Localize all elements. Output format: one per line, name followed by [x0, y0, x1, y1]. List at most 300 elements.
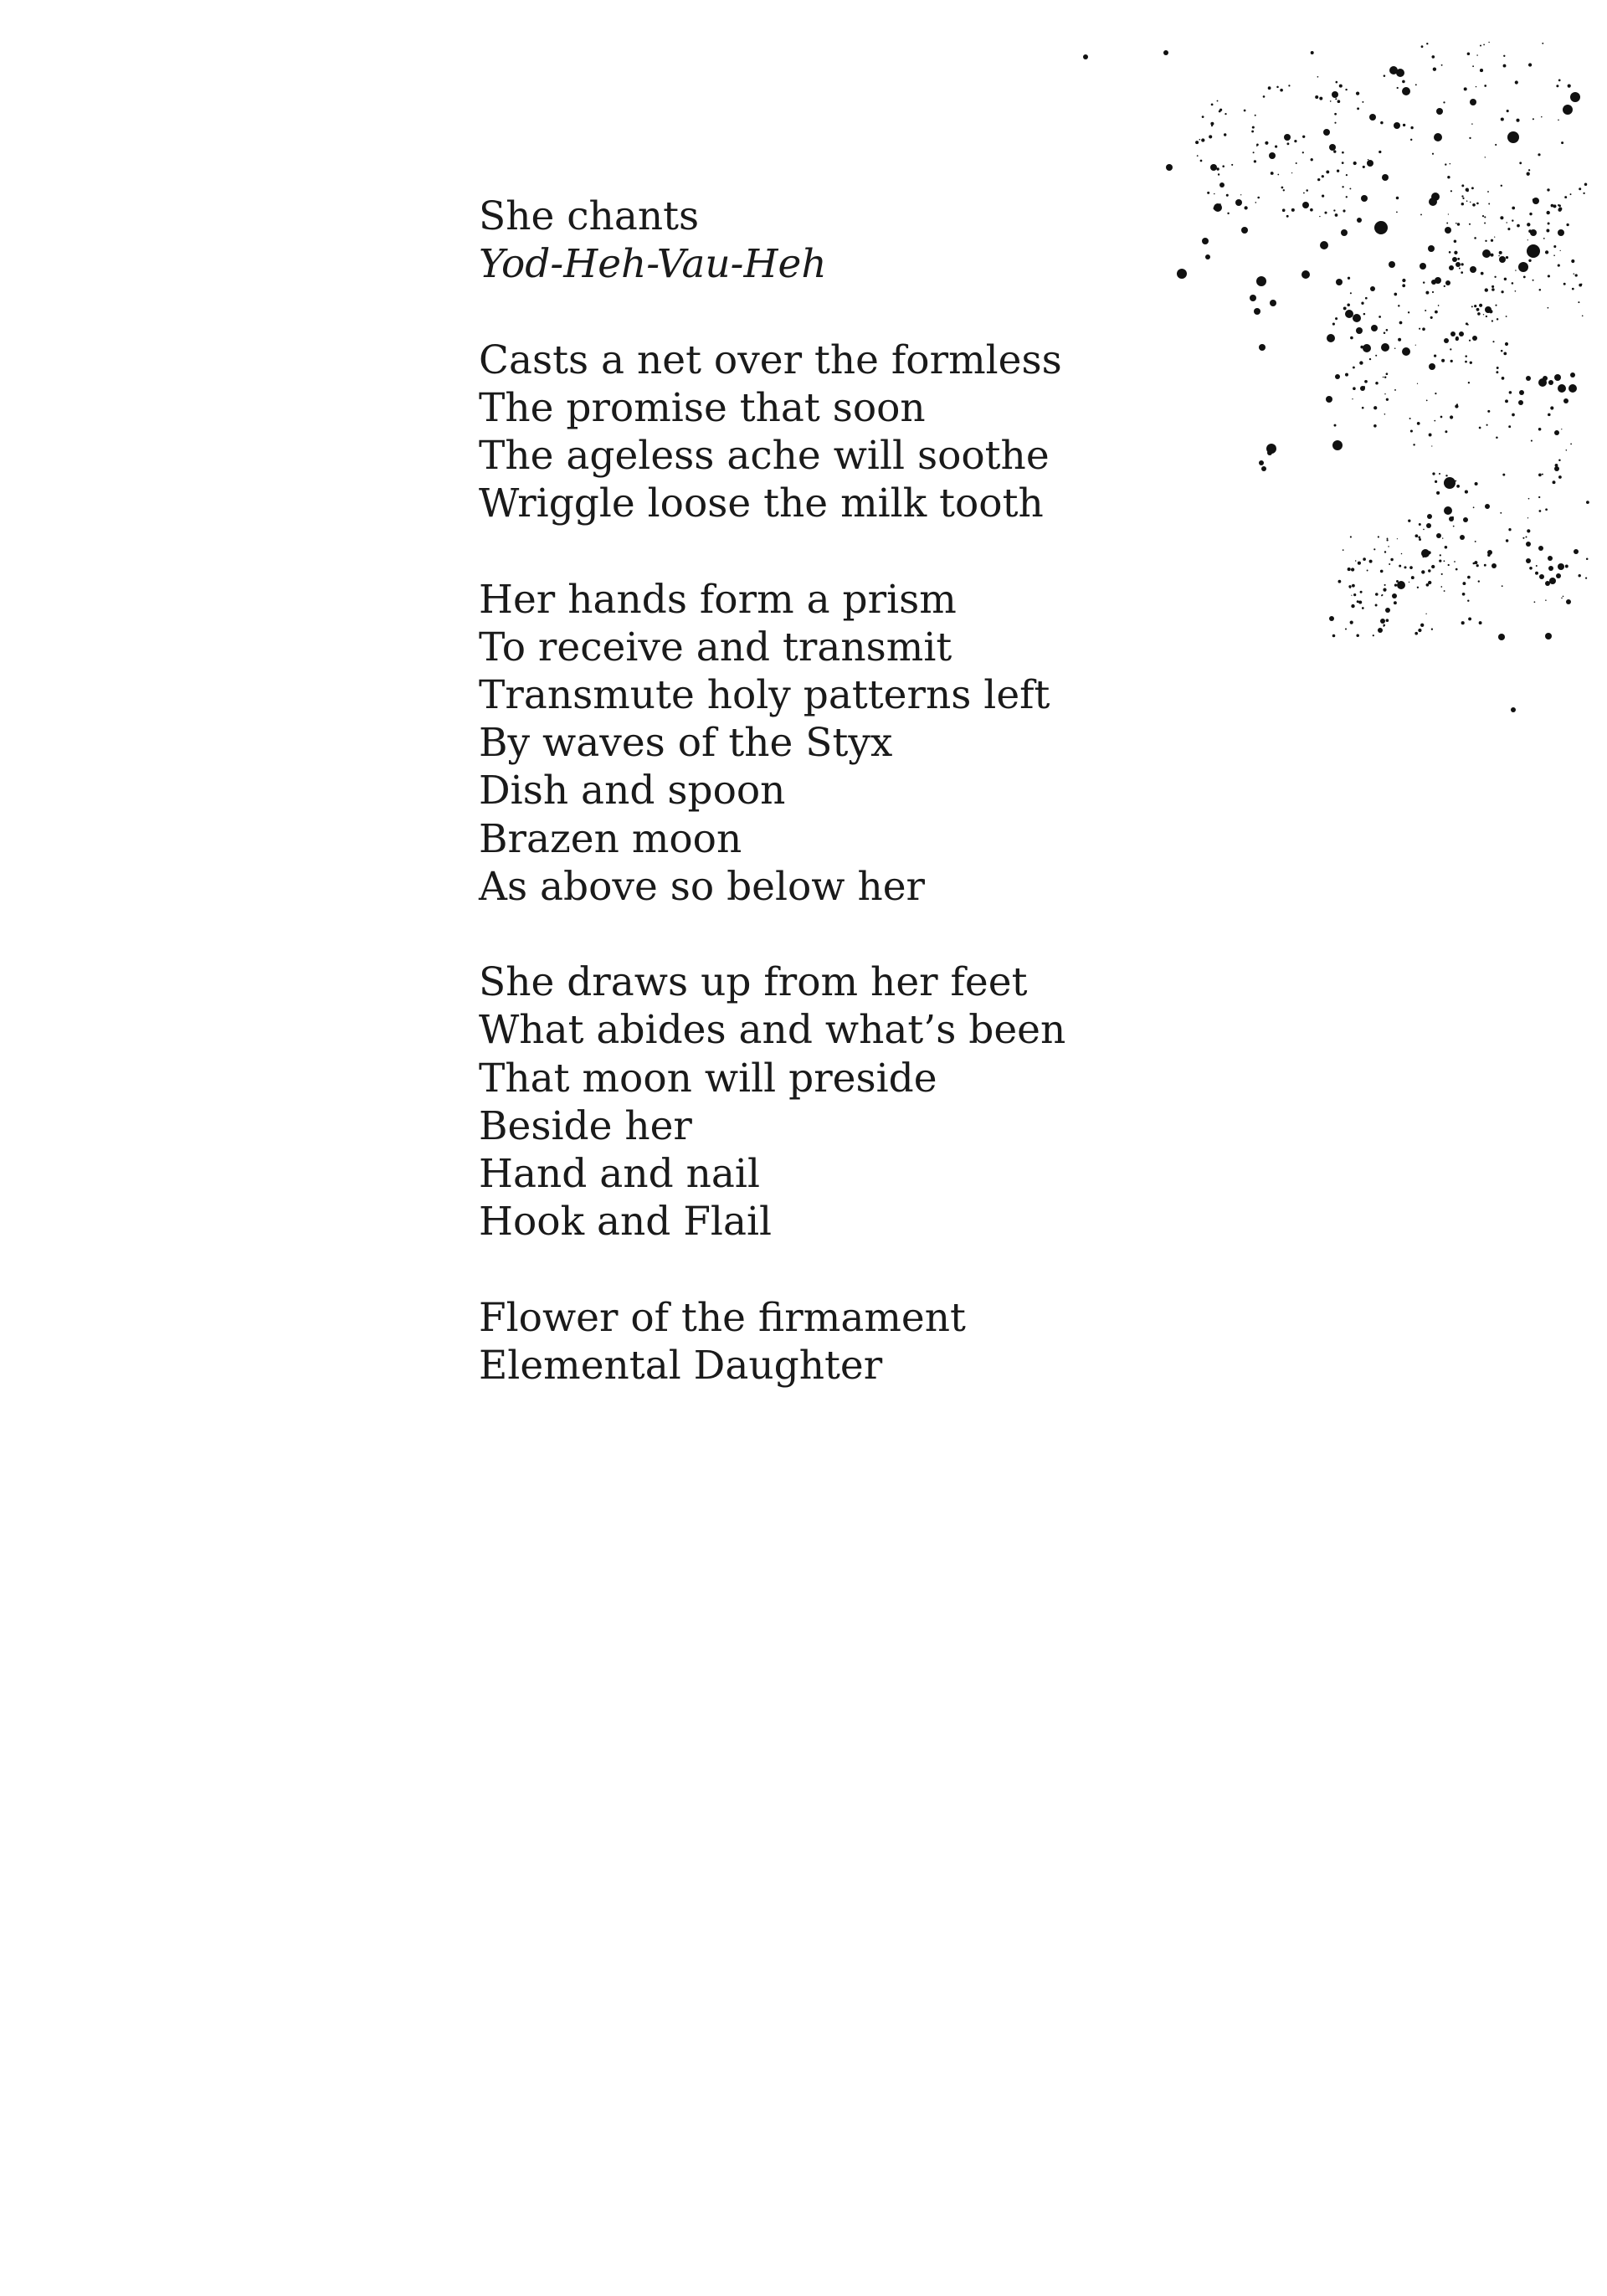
star-dot — [1556, 85, 1558, 87]
star-dot — [1351, 595, 1352, 596]
star-dot — [1254, 308, 1260, 315]
star-dot — [1558, 80, 1561, 82]
star-dot — [1533, 198, 1536, 202]
star-dot — [1402, 279, 1405, 282]
star-dot — [1201, 138, 1204, 141]
star-dot — [1439, 473, 1440, 475]
poem-line: What abides and what’s been — [479, 1007, 1066, 1054]
poem-line: She draws up from her feet — [479, 959, 1028, 1006]
star-dot — [1384, 413, 1386, 415]
star-dot — [1422, 327, 1425, 331]
star-dot — [1370, 286, 1375, 291]
star-dot — [1545, 581, 1550, 586]
star-dot — [1470, 99, 1476, 105]
star-dot — [1271, 172, 1274, 175]
star-dot — [1408, 311, 1409, 313]
star-dot — [1386, 329, 1389, 331]
star-dot — [1415, 84, 1417, 85]
star-dot — [1506, 222, 1507, 223]
star-dot — [1255, 202, 1256, 203]
star-dot — [1211, 125, 1213, 126]
star-dot — [1500, 512, 1502, 514]
star-dot — [1389, 563, 1390, 565]
star-dot — [1444, 338, 1449, 343]
star-dot — [1419, 538, 1421, 541]
star-dot — [1586, 501, 1589, 504]
star-dot — [1462, 198, 1464, 199]
star-dot — [1421, 570, 1425, 573]
star-dot — [1350, 336, 1353, 340]
star-dot — [1434, 420, 1435, 422]
star-dot — [1578, 301, 1579, 303]
star-dot — [1392, 593, 1397, 598]
star-dot — [1319, 216, 1320, 217]
star-dot — [1276, 86, 1279, 89]
star-dot — [1459, 268, 1461, 270]
star-dot — [1438, 305, 1440, 306]
star-dot — [1499, 256, 1506, 263]
star-dot — [1440, 554, 1441, 556]
star-dot — [1503, 64, 1507, 68]
star-dot — [1494, 236, 1495, 237]
poem-line: Brazen moon — [479, 815, 742, 862]
star-dot — [1291, 172, 1292, 173]
star-dot — [1394, 601, 1397, 604]
stanza — [479, 193, 1165, 288]
star-dot — [1373, 424, 1377, 428]
star-dot — [1329, 144, 1336, 151]
star-dot — [1348, 568, 1351, 571]
star-dot — [1547, 188, 1549, 191]
star-dot — [1352, 398, 1353, 399]
star-dot — [1378, 536, 1379, 537]
star-dot — [1545, 633, 1552, 639]
star-dot — [1363, 166, 1365, 168]
star-dot — [1353, 162, 1357, 165]
star-dot — [1333, 209, 1335, 211]
star-dot — [1343, 549, 1344, 551]
star-dot — [1394, 583, 1397, 586]
star-dot — [1461, 621, 1465, 624]
star-dot — [1429, 363, 1435, 370]
star-dot — [1382, 174, 1389, 181]
star-dot — [1437, 198, 1439, 199]
star-dot — [1353, 387, 1356, 390]
star-dot — [1444, 560, 1445, 562]
star-dot — [1386, 398, 1389, 401]
star-dot — [1461, 203, 1464, 205]
star-dot — [1512, 282, 1514, 285]
star-dot — [1265, 141, 1268, 145]
star-dot — [1286, 142, 1289, 145]
stanza — [479, 958, 1165, 1246]
star-dot — [1219, 203, 1221, 205]
star-dot — [1545, 599, 1547, 601]
star-dot — [1359, 361, 1363, 364]
star-dot — [1244, 206, 1247, 209]
star-dot — [1473, 506, 1475, 508]
star-dot — [1482, 215, 1484, 217]
star-dot — [1558, 384, 1566, 393]
star-dot — [1348, 277, 1350, 280]
star-dot — [1448, 564, 1450, 566]
star-dot — [1444, 506, 1452, 515]
star-dot — [1450, 163, 1451, 165]
star-dot — [1512, 207, 1515, 210]
star-dot — [1563, 596, 1564, 598]
star-dot — [1250, 295, 1256, 301]
star-dot — [1362, 607, 1364, 609]
star-dot — [1282, 208, 1286, 212]
star-dot — [1504, 278, 1507, 280]
star-dot — [1586, 558, 1589, 561]
star-dot — [1403, 124, 1405, 126]
star-dot — [1210, 164, 1217, 171]
star-dot — [1275, 146, 1277, 148]
star-dot — [1342, 186, 1343, 187]
star-dot — [1487, 191, 1489, 193]
star-dot — [1417, 587, 1419, 588]
star-dot — [1358, 600, 1362, 604]
star-dot — [1463, 517, 1468, 522]
star-dot — [1495, 144, 1497, 146]
star-dot — [1410, 126, 1413, 129]
star-dot — [1472, 65, 1474, 67]
star-dot — [1394, 389, 1396, 391]
star-dot — [1241, 227, 1248, 234]
star-dot — [1561, 141, 1563, 144]
star-dot — [1468, 382, 1470, 383]
star-dot — [1302, 136, 1305, 138]
poem-line: Dish and spoon — [479, 768, 786, 814]
star-dot — [1291, 208, 1295, 212]
star-dot — [1554, 466, 1559, 471]
poem-line: Hook and Flail — [479, 1199, 773, 1246]
star-dot — [1360, 591, 1363, 593]
star-dot — [1398, 305, 1399, 306]
star-dot — [1558, 475, 1562, 479]
star-dot — [1315, 95, 1318, 99]
star-dot — [1227, 213, 1229, 214]
star-dot — [1310, 208, 1313, 212]
star-dot — [1259, 344, 1266, 351]
star-dot — [1527, 172, 1530, 176]
star-dot — [1508, 528, 1511, 531]
star-dot — [1487, 554, 1491, 557]
star-dot — [1461, 184, 1464, 187]
poem-line: Beside her — [479, 1102, 692, 1149]
star-dot — [1511, 707, 1516, 712]
star-dot — [1563, 398, 1568, 403]
star-dot — [1225, 113, 1226, 115]
star-dot — [1549, 578, 1556, 584]
star-dot — [1551, 204, 1554, 208]
star-dot — [1486, 316, 1487, 317]
star-dot — [1284, 134, 1291, 141]
star-dot — [1326, 396, 1332, 403]
star-dot — [1356, 327, 1363, 334]
star-dot — [1429, 434, 1432, 437]
star-dot — [1468, 617, 1471, 620]
star-dot — [1502, 377, 1505, 380]
star-dot — [1177, 269, 1187, 279]
star-dot — [1484, 564, 1486, 567]
star-dot — [1302, 270, 1310, 279]
star-dot — [1553, 254, 1555, 256]
star-dot — [1457, 258, 1460, 260]
star-dot — [1317, 76, 1319, 78]
star-dot — [1404, 566, 1406, 568]
star-dot — [1418, 537, 1420, 539]
star-dot — [1568, 85, 1571, 88]
star-dot — [1459, 331, 1464, 336]
star-dot — [1450, 415, 1453, 419]
star-dot — [1343, 306, 1347, 310]
star-dot — [1389, 66, 1398, 74]
star-dot — [1481, 272, 1484, 275]
star-dot — [1515, 290, 1517, 292]
star-dot — [1415, 345, 1416, 346]
star-dot — [1428, 551, 1431, 554]
star-dot — [1449, 265, 1454, 270]
star-dot — [1479, 621, 1482, 624]
star-dot — [1355, 560, 1357, 562]
star-dot — [1561, 598, 1563, 599]
star-dot — [1286, 215, 1289, 218]
star-dot — [1526, 537, 1527, 538]
star-dot — [1277, 174, 1279, 176]
star-dot — [1332, 634, 1336, 638]
star-dot — [1379, 316, 1381, 318]
star-dot — [1251, 131, 1254, 133]
star-dot — [1334, 122, 1336, 124]
star-dot — [1452, 257, 1457, 262]
star-dot — [1499, 251, 1502, 254]
star-dot — [1566, 599, 1571, 604]
star-dot — [1477, 312, 1481, 316]
star-dot — [1476, 564, 1479, 567]
star-dot — [1445, 227, 1451, 234]
star-dot — [1548, 275, 1550, 277]
star-dot — [1353, 568, 1354, 570]
star-dot — [1469, 137, 1471, 139]
star-dot — [1331, 619, 1332, 620]
star-dot — [1461, 195, 1463, 197]
star-dot — [1518, 262, 1528, 272]
star-dot — [1570, 444, 1572, 445]
star-dot — [1450, 190, 1452, 192]
star-dot — [1396, 197, 1399, 200]
star-dot — [1471, 187, 1474, 189]
star-dot — [1563, 283, 1566, 285]
star-dot — [1474, 305, 1476, 307]
star-dot — [1373, 634, 1374, 636]
star-dot — [1345, 373, 1348, 377]
star-dot — [1361, 195, 1368, 202]
star-dot — [1548, 223, 1550, 225]
star-dot — [1384, 584, 1386, 586]
star-dot — [1205, 254, 1210, 259]
star-dot — [1519, 390, 1524, 395]
star-dot — [1498, 255, 1500, 257]
star-dot — [1267, 450, 1272, 455]
star-dot — [1254, 160, 1256, 162]
star-dot — [1480, 69, 1483, 72]
star-dot — [1362, 101, 1363, 103]
star-dot — [1375, 593, 1379, 596]
star-dot — [1445, 163, 1446, 165]
star-dot — [1335, 374, 1340, 379]
star-dot — [1550, 406, 1553, 409]
poem-line: Her hands form a prism — [479, 576, 957, 623]
star-dot — [1390, 558, 1393, 561]
star-dot — [1479, 427, 1481, 429]
star-dot — [1197, 155, 1199, 157]
star-dot — [1547, 211, 1550, 214]
star-dot — [1384, 74, 1386, 77]
star-dot — [1202, 116, 1204, 118]
star-dot — [1528, 63, 1532, 66]
star-dot — [1217, 100, 1219, 102]
star-dot — [1554, 430, 1559, 435]
star-dot — [1433, 68, 1436, 71]
star-dot — [1542, 43, 1543, 44]
star-dot — [1583, 193, 1584, 194]
star-dot — [1548, 556, 1553, 561]
star-dot — [1539, 510, 1542, 512]
star-dot — [1484, 216, 1486, 218]
star-dot — [1462, 582, 1466, 585]
star-dot — [1543, 238, 1545, 239]
star-dot — [1311, 51, 1314, 54]
star-dot — [1389, 261, 1395, 268]
star-dot — [1466, 200, 1468, 202]
star-dot — [1546, 229, 1549, 233]
star-dot — [1420, 263, 1426, 270]
star-dot — [1323, 129, 1330, 136]
star-dot — [1457, 223, 1460, 225]
star-dot — [1538, 474, 1542, 477]
star-dot — [1492, 341, 1494, 342]
star-dot — [1498, 634, 1505, 640]
star-dot — [1414, 632, 1418, 635]
star-dot — [1383, 588, 1386, 592]
star-dot — [1469, 223, 1471, 225]
star-dot — [1533, 280, 1534, 281]
star-dot — [1362, 407, 1364, 409]
star-dot — [1373, 406, 1377, 409]
star-dot — [1426, 523, 1431, 528]
star-dot — [1453, 526, 1455, 527]
star-dot — [1385, 608, 1390, 613]
star-dot — [1409, 566, 1413, 569]
star-dot — [1558, 229, 1564, 236]
star-dot — [1419, 523, 1421, 526]
star-dot — [1397, 87, 1399, 89]
star-dot — [1478, 580, 1480, 582]
star-dot — [1349, 187, 1351, 189]
star-dot — [1431, 55, 1435, 59]
star-dot — [1420, 213, 1422, 215]
star-dot — [1423, 281, 1425, 283]
star-dot — [1534, 601, 1536, 603]
star-dot — [1467, 324, 1469, 326]
star-dot — [1166, 164, 1173, 171]
star-dot — [1522, 537, 1524, 539]
star-dot — [1517, 224, 1520, 228]
star-dot — [1565, 565, 1568, 568]
star-dot — [1382, 594, 1384, 596]
star-dot — [1434, 133, 1442, 141]
star-dot — [1548, 413, 1551, 417]
star-dot — [1456, 223, 1457, 224]
poem-body — [479, 193, 1165, 1437]
star-dot — [1374, 221, 1388, 234]
star-dot — [1363, 386, 1365, 388]
star-dot — [1334, 113, 1337, 116]
star-dot — [1312, 158, 1313, 160]
star-dot — [1465, 355, 1467, 357]
star-dot — [1431, 280, 1436, 285]
star-dot — [1255, 115, 1256, 116]
star-dot — [1269, 152, 1276, 159]
stanza — [479, 1294, 1165, 1389]
star-dot — [1507, 131, 1519, 143]
star-dot — [1449, 251, 1451, 254]
star-dot — [1535, 572, 1538, 575]
star-dot — [1303, 193, 1305, 194]
star-dot — [1558, 563, 1564, 570]
star-dot — [1363, 557, 1366, 561]
star-dot — [1431, 565, 1435, 568]
star-dot — [1381, 343, 1389, 352]
star-dot — [1472, 336, 1477, 341]
star-dot — [1322, 194, 1324, 197]
star-dot — [1209, 135, 1212, 138]
star-dot — [1491, 320, 1493, 321]
star-dot — [1506, 539, 1508, 542]
poem-line: The ageless ache will soothe — [479, 433, 1050, 479]
star-dot — [1353, 314, 1361, 322]
star-dot — [1564, 196, 1567, 198]
star-dot — [1484, 223, 1486, 224]
star-dot — [1396, 212, 1398, 213]
star-dot — [1394, 347, 1395, 348]
star-dot — [1410, 429, 1413, 432]
star-dot — [1545, 250, 1548, 254]
star-dot — [1335, 213, 1338, 217]
star-dot — [1436, 108, 1443, 115]
star-dot — [1435, 480, 1437, 483]
star-dot — [1555, 464, 1558, 467]
star-dot — [1426, 400, 1428, 402]
star-dot — [1402, 87, 1410, 95]
star-dot — [1332, 440, 1343, 450]
star-dot — [1515, 80, 1518, 84]
star-dot — [1338, 580, 1342, 583]
star-dot — [1528, 169, 1530, 171]
star-dot — [1548, 380, 1553, 385]
star-dot — [1526, 376, 1531, 381]
star-dot — [1335, 317, 1337, 320]
star-dot — [1339, 85, 1343, 88]
star-dot — [1575, 274, 1578, 276]
star-dot — [1346, 174, 1348, 176]
star-dot — [1341, 229, 1348, 236]
star-dot — [1306, 189, 1308, 192]
star-dot — [1350, 621, 1353, 624]
star-dot — [1476, 308, 1480, 311]
